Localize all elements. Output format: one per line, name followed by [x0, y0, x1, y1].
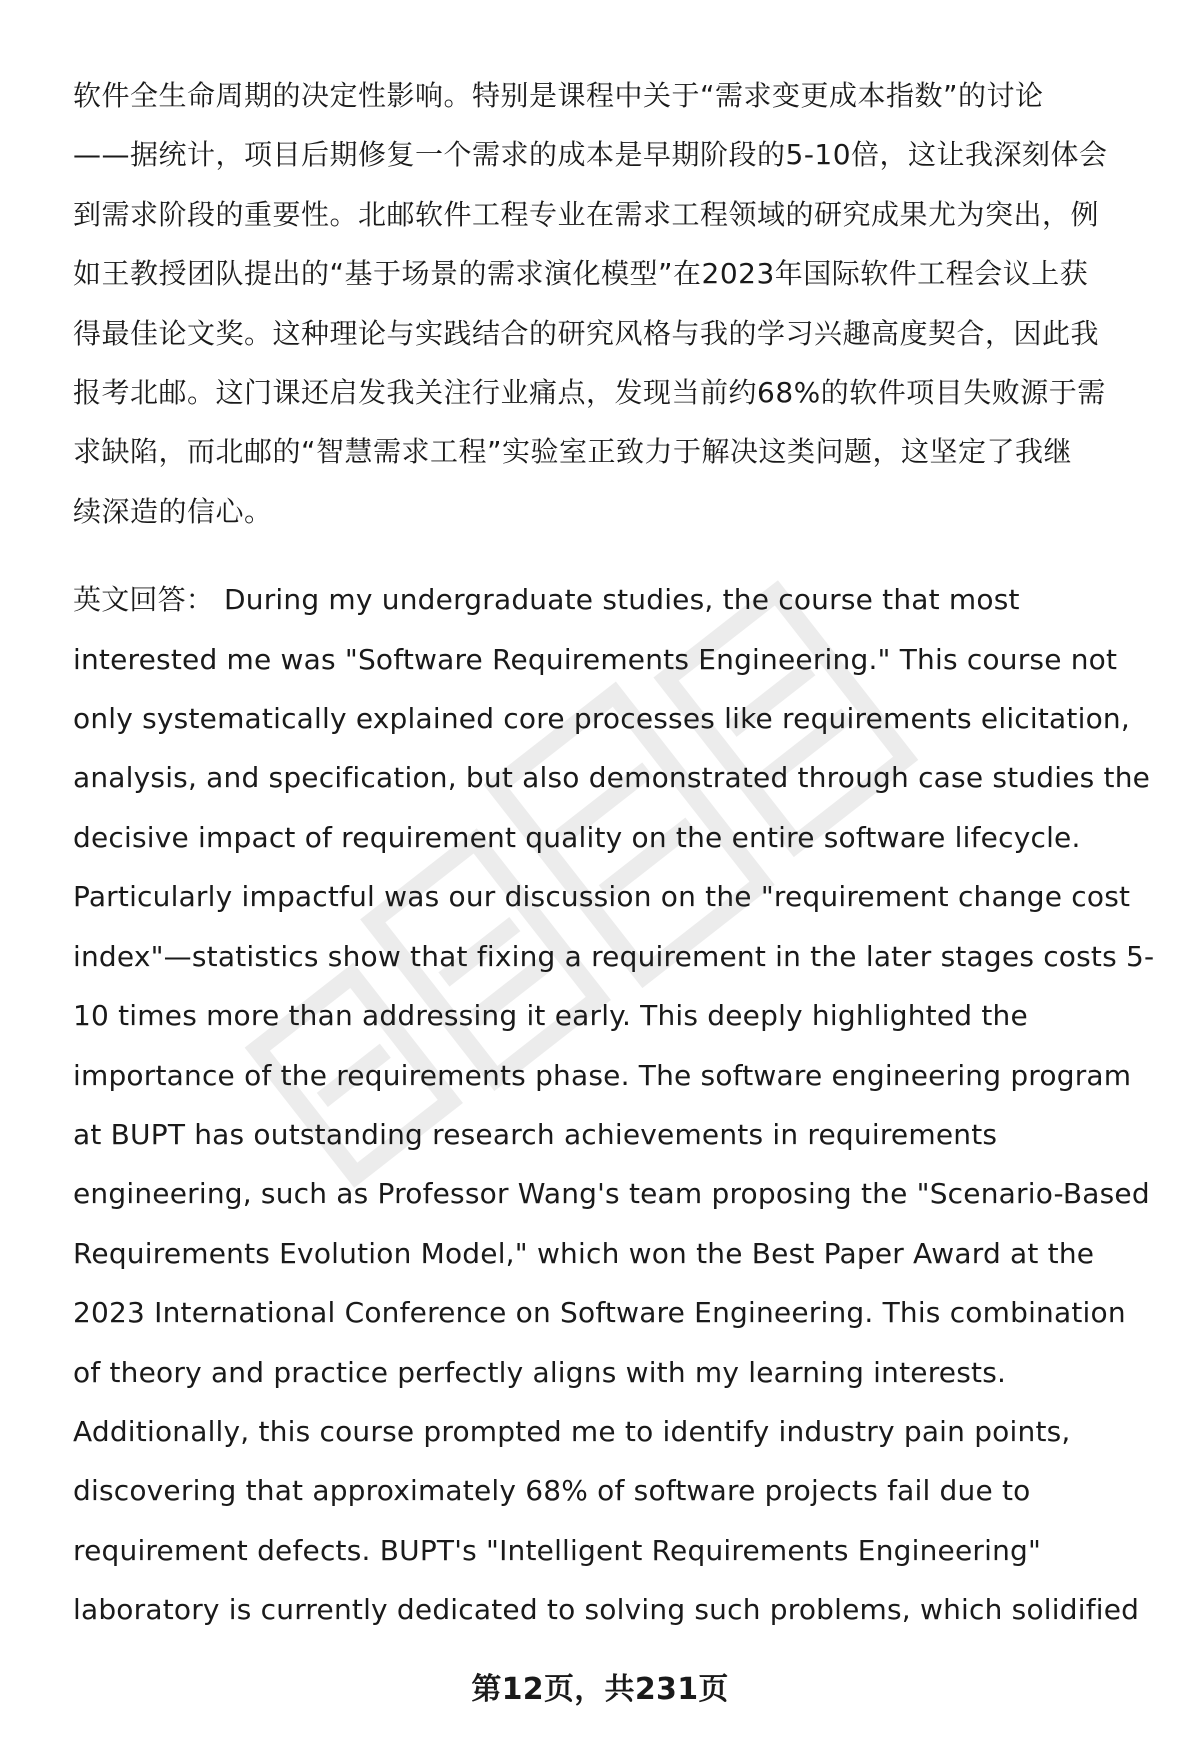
english-line-first: [73, 570, 1163, 629]
chinese-line: 报考北邮。这门课还启发我关注行业痛点，发现当前约68%的软件项目失败源于需: [73, 376, 1106, 410]
chinese-line: 软件全生命周期的决定性影响。特别是课程中关于“需求变更成本指数”的讨论: [73, 79, 1044, 112]
english-line: decisive impact of requirement quality on the entire software lifecycle.: [73, 820, 1081, 854]
english-line: interested me was "Software Requirements Engineering." This course not: [73, 642, 1118, 676]
english-line: 10 times more than addressing it early. This deeply highlighted the: [73, 999, 1028, 1033]
english-line: index"—statistics show that fixing a requirement in the later stages costs 5-: [73, 939, 1155, 973]
english-answer-label: 英文回答：: [73, 583, 215, 617]
english-line: discovering that approximately 68% of software projects fail due to: [73, 1474, 1031, 1508]
english-line: analysis, and specification, but also demonstrated through case studies the: [73, 761, 1151, 795]
chinese-line: ——据统计，项目后期修复一个需求的成本是早期阶段的5-10倍，这让我深刻体会: [73, 138, 1108, 172]
english-line: laboratory is currently dedicated to solving such problems, which solidified: [73, 1593, 1140, 1627]
english-line: at BUPT has outstanding research achievements in requirements: [73, 1117, 998, 1151]
chinese-line: 如王教授团队提出的“基于场景的需求演化模型”在2023年国际软件工程会议上获: [73, 257, 1089, 291]
english-line: During my undergraduate studies, the course that most: [224, 583, 1020, 617]
english-line: importance of the requirements phase. The software engineering program: [73, 1058, 1132, 1092]
english-line: Additionally, this course prompted me to identify industry pain points,: [73, 1414, 1071, 1448]
english-line: 2023 International Conference on Software Engineering. This combination: [73, 1296, 1126, 1330]
chinese-paragraph: [73, 66, 1163, 541]
chinese-line: 得最佳论文奖。这种理论与实践结合的研究风格与我的学习兴趣高度契合，因此我: [73, 316, 1100, 350]
english-line: only systematically explained core processes like requirements elicitation,: [73, 702, 1130, 736]
english-line: of theory and practice perfectly aligns with my learning interests.: [73, 1355, 1007, 1389]
english-line: engineering, such as Professor Wang's team proposing the "Scenario-Based: [73, 1177, 1150, 1211]
page-content: [73, 66, 1163, 1640]
english-line: Particularly impactful was our discussion on the "requirement change cost: [73, 880, 1131, 914]
chinese-line: 求缺陷，而北邮的“智慧需求工程”实验室正致力于解决这类问题，这坚定了我继: [73, 435, 1073, 469]
chinese-line: 续深造的信心。: [73, 494, 273, 528]
page-number: 第12页，共231页: [471, 1672, 729, 1707]
english-line: Requirements Evolution Model," which won the Best Paper Award at the: [73, 1236, 1095, 1270]
english-line: requirement defects. BUPT's "Intelligent Requirements Engineering": [73, 1533, 1042, 1567]
english-answer: [73, 570, 1163, 1639]
chinese-line: 到需求阶段的重要性。北邮软件工程专业在需求工程领域的研究成果尤为突出，例: [73, 197, 1100, 231]
